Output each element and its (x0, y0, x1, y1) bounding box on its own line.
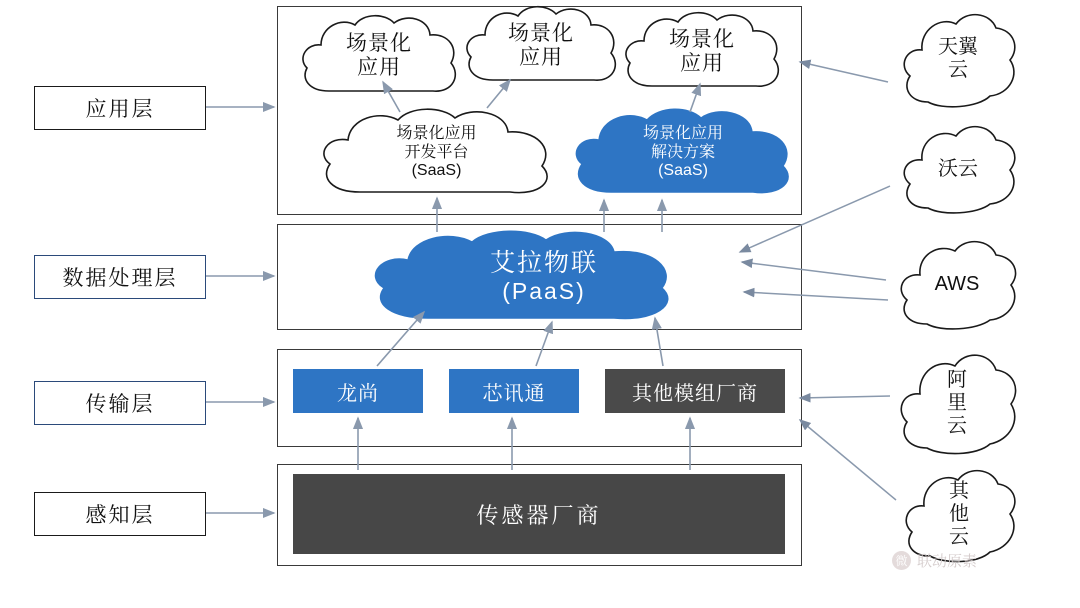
cloud-label: 场景化 应用 (669, 27, 735, 75)
transport-node-longsung (293, 369, 423, 413)
cloud-label: 沃云 (938, 157, 978, 180)
watermark-text: 联动原素 (917, 553, 978, 570)
cloud-label: 场景化 应用 (346, 31, 412, 79)
node-label: 其他模组厂商 (632, 382, 758, 405)
saas-dev-platform-cloud (310, 104, 563, 202)
watermark (892, 550, 977, 571)
cloud-provider-tianyi (896, 4, 1020, 114)
transport-node-other-module-vendors (605, 369, 785, 413)
paas-platform-cloud (358, 226, 730, 328)
layer-label-text: 数据处理层 (62, 267, 178, 290)
perception-node-sensor-vendors (293, 474, 785, 554)
layer-label-application (34, 86, 206, 130)
node-label: 龙尚 (337, 382, 379, 405)
cloud-label: AWS (934, 272, 980, 295)
transport-node-simcom (449, 369, 579, 413)
cloud-provider-wo (896, 118, 1020, 220)
scenario-app-cloud-1 (295, 11, 463, 101)
cloud-label: 天翼 云 (938, 36, 978, 81)
saas-solution-cloud (563, 104, 803, 202)
scenario-app-cloud-2 (460, 2, 622, 90)
cloud-label: 其 他 云 (949, 479, 969, 548)
node-label: 芯讯通 (482, 382, 546, 405)
layer-label-text: 感知层 (85, 504, 155, 527)
cloud-label: 场景化 应用 (508, 21, 574, 69)
cloud-provider-aws (893, 232, 1021, 336)
cloud-label: 场景化应用 解决方案 (SaaS) (642, 125, 723, 180)
scenario-app-cloud-3 (618, 8, 786, 96)
wechat-icon: 微 (892, 551, 911, 570)
cloud-label: 艾拉物联 (PaaS) (489, 249, 598, 305)
node-label: 传感器厂商 (476, 502, 602, 528)
layer-label-text: 应用层 (85, 98, 155, 121)
layer-label-data-processing (34, 255, 206, 299)
layer-label-text: 传输层 (85, 393, 155, 416)
layer-label-transport (34, 381, 206, 425)
cloud-label: 阿 里 云 (947, 368, 967, 437)
cloud-label: 场景化应用 开发平台 (SaaS) (396, 125, 477, 180)
cloud-provider-aliyun (893, 344, 1021, 462)
layer-label-perception (34, 492, 206, 536)
